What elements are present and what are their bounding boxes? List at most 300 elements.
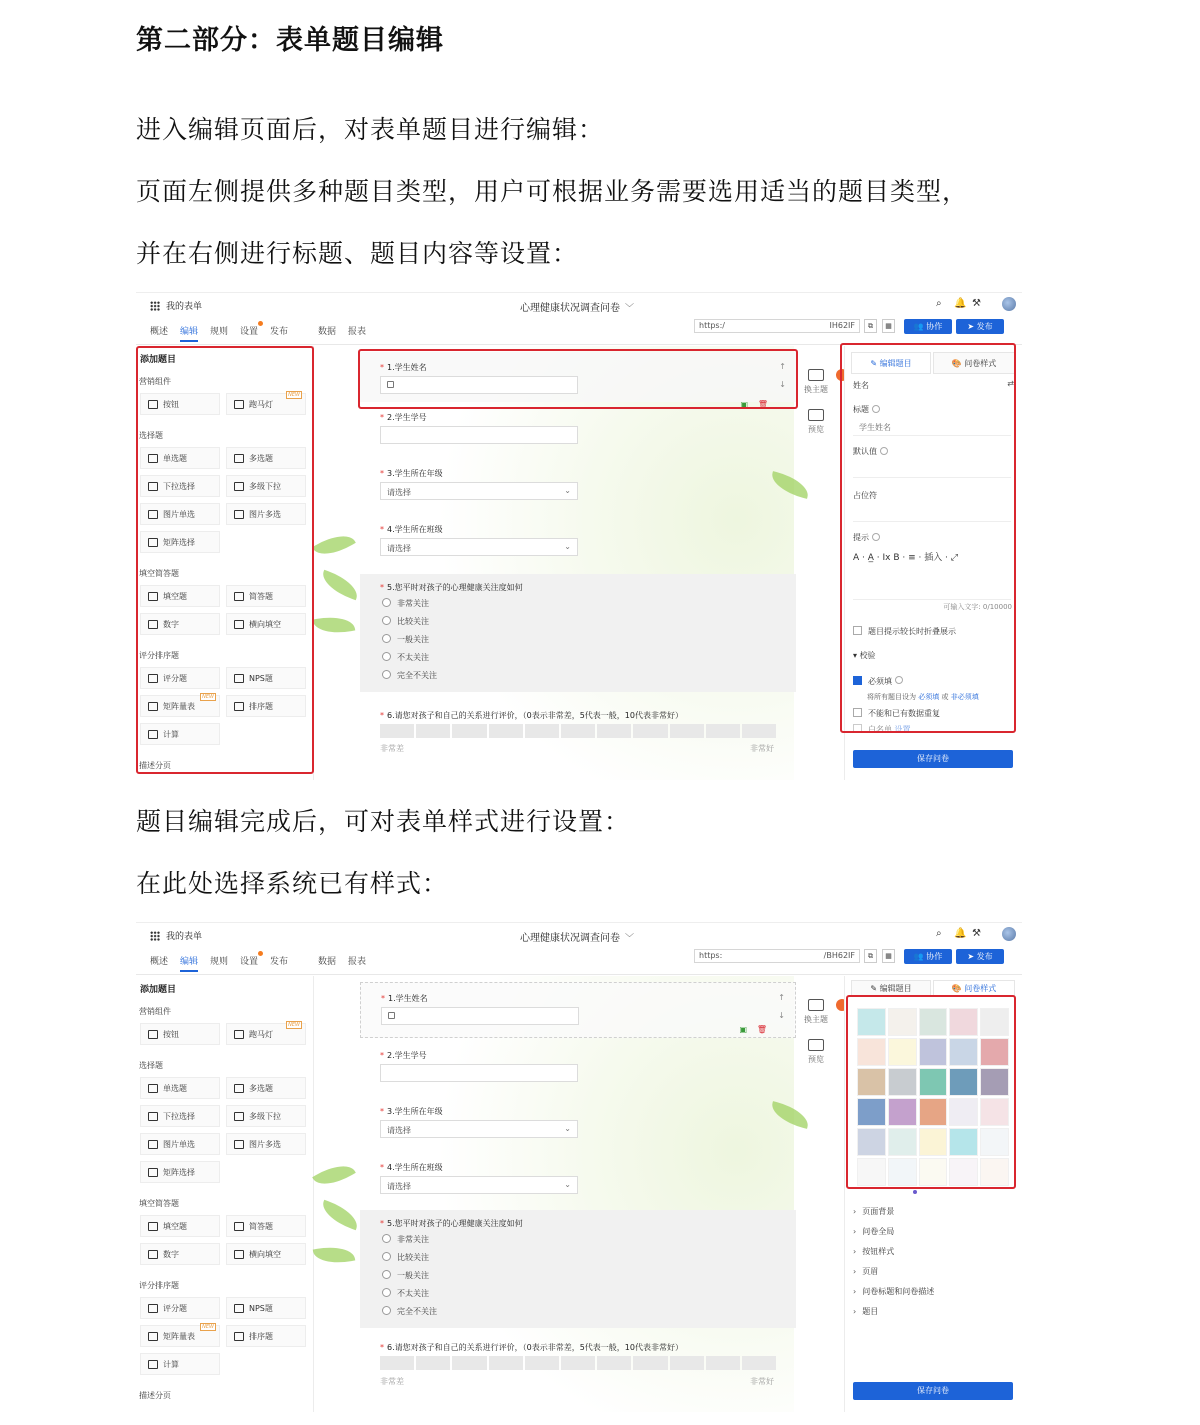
qtype-fill-blank[interactable] xyxy=(140,1215,220,1237)
calculator-icon xyxy=(148,730,158,739)
preview-tool[interactable] xyxy=(800,1039,832,1065)
theme-swatch[interactable] xyxy=(857,1128,886,1156)
url-tail: IH62IF xyxy=(829,321,855,330)
form-canvas xyxy=(314,976,794,1412)
leaf-decoration xyxy=(313,613,356,638)
question-label xyxy=(380,1162,443,1173)
qtype-label: 矩阵选择 xyxy=(163,1168,195,1177)
collapse-hint-checkbox[interactable] xyxy=(853,626,956,637)
theme-swatch[interactable] xyxy=(857,1158,886,1186)
theme-swatch[interactable] xyxy=(919,1008,948,1036)
user-icon xyxy=(387,381,394,388)
grade-select[interactable] xyxy=(380,482,578,500)
button-icon xyxy=(148,400,158,409)
qtype-rating[interactable] xyxy=(140,667,220,689)
qtype-marquee[interactable] xyxy=(226,393,306,415)
qtype-label: 矩阵选择 xyxy=(163,538,195,547)
question-label xyxy=(381,993,428,1004)
question-attention[interactable] xyxy=(360,574,796,692)
radio-option[interactable] xyxy=(382,1234,429,1245)
tab-publish[interactable]: 发布 xyxy=(270,957,289,967)
qtype-cascade-dropdown[interactable] xyxy=(226,1105,306,1127)
select-placeholder: 请选择 xyxy=(387,1182,411,1191)
qtype-label: 排序题 xyxy=(249,702,273,711)
move-down-icon[interactable]: ↓ xyxy=(778,1011,785,1020)
theme-swatch[interactable] xyxy=(888,1008,917,1036)
option-label: 非常关注 xyxy=(397,599,429,608)
required-mark: * xyxy=(380,1343,384,1352)
qtype-matrix[interactable] xyxy=(140,531,220,553)
tools-icon[interactable]: ⚒ xyxy=(972,298,981,309)
theme-icon xyxy=(808,369,824,381)
required-mark: * xyxy=(380,1219,384,1228)
question-type-panel xyxy=(136,976,314,1412)
qtype-label: 图片多选 xyxy=(249,510,281,519)
option-label: 一般关注 xyxy=(397,635,429,644)
rating-scale[interactable] xyxy=(380,1356,776,1370)
copy-icon[interactable]: ⧉ xyxy=(864,949,877,963)
theme-swatch[interactable] xyxy=(949,1068,978,1096)
question-name[interactable] xyxy=(360,352,796,409)
theme-swatch[interactable] xyxy=(980,1128,1009,1156)
pager-dot[interactable] xyxy=(913,1190,917,1194)
radio-option[interactable] xyxy=(382,652,429,663)
name-input[interactable] xyxy=(381,1007,579,1025)
no-duplicate-checkbox[interactable] xyxy=(853,708,940,719)
section-global[interactable]: › 问卷全局 xyxy=(853,1226,894,1237)
validation-section[interactable]: ▾ 校验 xyxy=(853,651,876,660)
question-grade[interactable] xyxy=(360,1102,796,1148)
text-icon xyxy=(234,1250,244,1259)
theme-swatch[interactable] xyxy=(919,1068,948,1096)
preview-tool[interactable] xyxy=(800,409,832,435)
sort-icon xyxy=(234,1332,244,1341)
radio-icon xyxy=(382,616,391,625)
theme-swatch[interactable] xyxy=(919,1098,948,1126)
theme-swatch[interactable] xyxy=(949,1038,978,1066)
tab-rules[interactable]: 规则 xyxy=(210,957,229,967)
qtype-rating[interactable] xyxy=(140,1297,220,1319)
radio-icon xyxy=(382,1288,391,1297)
matrix-icon xyxy=(148,1332,158,1341)
search-icon[interactable]: ⌕ xyxy=(936,928,942,939)
question-label-text: 1.学生姓名 xyxy=(388,994,428,1003)
tab-reports[interactable]: 报表 xyxy=(348,327,367,337)
qtype-short-answer[interactable] xyxy=(226,585,306,607)
qtype-button[interactable] xyxy=(140,1023,220,1045)
qtype-nps[interactable] xyxy=(226,1297,306,1319)
radio-icon xyxy=(382,634,391,643)
help-icon[interactable] xyxy=(895,676,903,684)
qtype-label: 矩阵量表 xyxy=(163,702,195,711)
option-label: 完全不关注 xyxy=(397,671,437,680)
category-rating: 评分排序题 xyxy=(139,651,179,660)
collaborate-button[interactable]: 👥 协作 xyxy=(904,319,952,334)
qtype-label: 多级下拉 xyxy=(249,482,281,491)
search-icon[interactable]: ⌕ xyxy=(936,298,942,309)
qtype-matrix[interactable] xyxy=(140,1161,220,1183)
radio-icon xyxy=(382,1270,391,1279)
class-select[interactable] xyxy=(380,538,578,556)
leaf-decoration xyxy=(312,527,356,563)
radio-option[interactable] xyxy=(382,616,429,627)
question-class[interactable] xyxy=(360,520,796,566)
required-mark: * xyxy=(380,469,384,478)
tab-style-label: 问卷样式 xyxy=(964,984,997,993)
change-theme-tool[interactable] xyxy=(800,999,832,1025)
qrcode-icon[interactable]: ▦ xyxy=(882,319,895,333)
hint-label xyxy=(853,532,880,543)
leaf-decoration xyxy=(312,1157,356,1193)
editor-screenshot-1 xyxy=(136,292,1022,780)
select-placeholder: 请选择 xyxy=(387,544,411,553)
qtype-single-choice[interactable] xyxy=(140,1077,220,1099)
bell-icon[interactable]: 🔔 xyxy=(954,298,967,309)
help-icon[interactable] xyxy=(872,405,880,413)
qtype-label: 填空题 xyxy=(163,592,187,601)
theme-swatch[interactable] xyxy=(857,1008,886,1036)
bell-icon[interactable]: 🔔 xyxy=(954,928,967,939)
theme-swatch[interactable] xyxy=(949,1158,978,1186)
tab-data[interactable]: 数据 xyxy=(318,957,337,967)
placeholder-input[interactable] xyxy=(853,504,1011,522)
title-label-text: 标题 xyxy=(853,405,869,414)
collaborate-button[interactable]: 👥 协作 xyxy=(904,949,952,964)
publish-button[interactable]: ➤ 发布 xyxy=(956,319,1004,334)
qtype-image-multi[interactable] xyxy=(226,503,306,525)
tab-settings[interactable] xyxy=(240,954,258,967)
tab-rules[interactable]: 规则 xyxy=(210,327,229,337)
chevron-down-icon: ⌄ xyxy=(564,1124,571,1133)
question-grade[interactable] xyxy=(360,464,796,510)
change-theme-tool[interactable] xyxy=(800,369,832,395)
move-down-icon[interactable]: ↓ xyxy=(779,380,786,389)
question-label-text: 6.请您对孩子和自己的关系进行评价，（0表示非常差，5代表一般，10代表非常好） xyxy=(387,711,683,720)
qtype-matrix-scale[interactable] xyxy=(140,695,220,717)
set-all-optional-link[interactable]: 非必须填 xyxy=(950,693,979,701)
question-relationship-label xyxy=(380,710,683,721)
option-label: 完全不关注 xyxy=(397,1307,437,1316)
top-bar xyxy=(136,923,1022,975)
tab-publish[interactable]: 发布 xyxy=(270,327,289,337)
class-select[interactable] xyxy=(380,1176,578,1194)
theme-swatch[interactable] xyxy=(857,1068,886,1096)
question-attention[interactable] xyxy=(360,1210,796,1328)
question-label xyxy=(380,362,427,373)
theme-swatch[interactable] xyxy=(857,1098,886,1126)
qtype-calculate[interactable] xyxy=(140,723,220,745)
theme-swatch[interactable] xyxy=(919,1038,948,1066)
question-student-id[interactable] xyxy=(360,1046,796,1092)
question-label xyxy=(380,582,523,593)
app-name[interactable]: 我的表单 xyxy=(166,932,203,942)
preview-label: 预览 xyxy=(808,425,824,434)
collapse-hint-text: 题目提示较长时折叠展示 xyxy=(868,627,956,636)
qtype-single-choice[interactable] xyxy=(140,447,220,469)
title-input[interactable]: 学生姓名 xyxy=(853,418,1011,436)
question-relationship-label xyxy=(380,1342,683,1353)
required-mark: * xyxy=(380,711,384,720)
question-label-text: 2.学生学号 xyxy=(387,1051,427,1060)
tab-edit[interactable]: 编辑 xyxy=(180,954,198,967)
url-text: https: xyxy=(699,951,723,960)
tab-edit-question[interactable]: ✎ 编辑题目 xyxy=(851,352,931,374)
question-label xyxy=(380,524,443,535)
section-title-description[interactable]: › 问卷标题和问卷描述 xyxy=(853,1286,934,1297)
matrix-icon xyxy=(148,538,158,547)
star-icon xyxy=(148,1304,158,1313)
form-title[interactable] xyxy=(520,929,634,944)
collaborate-label: 协作 xyxy=(926,322,943,331)
radio-icon xyxy=(382,1252,391,1261)
qtype-label: 单选题 xyxy=(163,454,187,463)
student-id-input[interactable] xyxy=(380,426,578,444)
question-name[interactable] xyxy=(360,982,796,1038)
qtype-label: 图片多选 xyxy=(249,1140,281,1149)
tab-overview[interactable]: 概述 xyxy=(150,957,169,967)
tab-edit[interactable]: 编辑 xyxy=(180,324,198,337)
qtype-inline-fill[interactable] xyxy=(226,613,306,635)
publish-button[interactable]: ➤ 发布 xyxy=(956,949,1004,964)
question-label xyxy=(380,1218,523,1229)
tab-reports[interactable]: 报表 xyxy=(348,957,367,967)
theme-swatch[interactable] xyxy=(980,1068,1009,1096)
required-mark: * xyxy=(380,413,384,422)
qtype-inline-fill[interactable] xyxy=(226,1243,306,1265)
bulk-text: 将所有题目设为 xyxy=(867,693,916,701)
apps-grid-icon[interactable] xyxy=(150,301,160,311)
default-value-input[interactable] xyxy=(853,460,1011,478)
share-url-field[interactable] xyxy=(694,319,860,333)
qtype-nps[interactable] xyxy=(226,667,306,689)
duplicate-icon[interactable]: ▣ xyxy=(740,400,748,409)
required-checkbox[interactable] xyxy=(853,676,903,687)
radio-option[interactable] xyxy=(382,1252,429,1263)
qtype-dropdown[interactable] xyxy=(140,1105,220,1127)
qtype-multi-choice[interactable] xyxy=(226,447,306,469)
qtype-label: 排序题 xyxy=(249,1332,273,1341)
qtype-number[interactable] xyxy=(140,1243,220,1265)
qtype-calculate[interactable] xyxy=(140,1353,220,1375)
whitelist-settings-link[interactable]: 设置 xyxy=(894,725,911,734)
theme-swatch[interactable] xyxy=(949,1008,978,1036)
qtype-button[interactable] xyxy=(140,393,220,415)
theme-swatch[interactable] xyxy=(919,1128,948,1156)
radio-option[interactable] xyxy=(382,1270,429,1281)
qtype-label: 多选题 xyxy=(249,1084,273,1093)
radio-option[interactable] xyxy=(382,1288,429,1299)
rating-scale[interactable] xyxy=(380,724,776,738)
marquee-icon xyxy=(234,400,244,409)
set-all-required-link[interactable]: 必须填 xyxy=(918,693,940,701)
qtype-label: 按钮 xyxy=(163,1030,179,1039)
field-type-label: 姓名 xyxy=(853,381,869,390)
theme-swatch[interactable] xyxy=(980,1038,1009,1066)
form-title[interactable] xyxy=(520,299,634,314)
qtype-image-multi[interactable] xyxy=(226,1133,306,1155)
hint-editor[interactable] xyxy=(853,566,1011,600)
tab-overview[interactable]: 概述 xyxy=(150,327,169,337)
question-label-text: 6.请您对孩子和自己的关系进行评价，（0表示非常差，5代表一般，10代表非常好） xyxy=(387,1343,683,1352)
qtype-multi-choice[interactable] xyxy=(226,1077,306,1099)
question-class[interactable] xyxy=(360,1158,796,1204)
help-icon[interactable] xyxy=(872,533,880,541)
radio-option[interactable] xyxy=(382,598,429,609)
select-placeholder: 请选择 xyxy=(387,488,411,497)
apps-grid-icon[interactable] xyxy=(150,931,160,941)
qtype-dropdown[interactable] xyxy=(140,475,220,497)
tab-data[interactable]: 数据 xyxy=(318,327,337,337)
share-url-field[interactable] xyxy=(694,949,860,963)
dropdown-icon xyxy=(148,482,158,491)
copy-icon[interactable]: ⧉ xyxy=(864,319,877,333)
question-label xyxy=(380,468,443,479)
collaborate-label: 协作 xyxy=(926,952,943,961)
theme-swatch[interactable] xyxy=(888,1098,917,1126)
theme-swatch[interactable] xyxy=(888,1158,917,1186)
qtype-label: 数字 xyxy=(163,620,179,629)
student-id-input[interactable] xyxy=(380,1064,578,1082)
qtype-fill-blank[interactable] xyxy=(140,585,220,607)
question-label-text: 5.您平时对孩子的心理健康关注度如何 xyxy=(387,1219,523,1228)
chevron-down-icon[interactable]: ﹀ xyxy=(625,304,635,314)
theme-swatch[interactable] xyxy=(919,1158,948,1186)
image-icon xyxy=(148,510,158,519)
or-text: 或 xyxy=(941,693,949,701)
matrix-icon xyxy=(148,1168,158,1177)
tab-form-style[interactable]: 🎨 问卷样式 xyxy=(933,980,1015,996)
section-question[interactable]: › 题目 xyxy=(853,1306,878,1317)
save-form-button[interactable]: 保存问卷 xyxy=(853,750,1013,768)
qrcode-icon[interactable]: ▦ xyxy=(882,949,895,963)
style-intro-paragraph: 题目编辑完成后，可对表单样式进行设置： xyxy=(136,807,631,836)
category-fill: 填空简答题 xyxy=(139,569,179,578)
qtype-ranking[interactable] xyxy=(226,695,306,717)
nps-icon xyxy=(234,1304,244,1313)
qtype-marquee[interactable] xyxy=(226,1023,306,1045)
sort-icon xyxy=(234,702,244,711)
move-up-icon[interactable]: ↑ xyxy=(778,993,785,1002)
no-duplicate-text: 不能和已有数据重复 xyxy=(868,709,940,718)
option-label: 不太关注 xyxy=(397,653,429,662)
question-label-text: 4.学生所在班级 xyxy=(387,525,443,534)
section-heading: 第二部分：表单题目编辑 xyxy=(136,25,444,56)
theme-swatch[interactable] xyxy=(888,1038,917,1066)
qtype-matrix-scale[interactable] xyxy=(140,1325,220,1347)
save-form-button[interactable]: 保存问卷 xyxy=(853,1382,1013,1400)
tools-icon[interactable]: ⚒ xyxy=(972,928,981,939)
checkbox-icon xyxy=(234,454,244,463)
checkbox-icon xyxy=(853,626,862,635)
name-input[interactable] xyxy=(380,376,578,394)
qtype-label: 按钮 xyxy=(163,400,179,409)
qtype-image-single[interactable] xyxy=(140,1133,220,1155)
qtype-label: NPS题 xyxy=(249,1304,273,1313)
whitelist-checkbox[interactable] xyxy=(853,724,911,735)
qtype-label: 下拉选择 xyxy=(163,482,195,491)
question-label xyxy=(380,1050,427,1061)
section-button-style[interactable]: › 按钮样式 xyxy=(853,1246,894,1257)
section-header[interactable]: › 页眉 xyxy=(853,1266,878,1277)
marquee-icon xyxy=(234,1030,244,1039)
chevron-down-icon: ⌄ xyxy=(564,1180,571,1189)
tab-settings-label: 设置 xyxy=(240,957,259,967)
avatar[interactable] xyxy=(1002,297,1016,311)
radio-option[interactable] xyxy=(382,634,429,645)
tab-settings[interactable] xyxy=(240,324,258,337)
delete-icon[interactable]: 🗑 xyxy=(757,400,768,409)
qtype-image-single[interactable] xyxy=(140,503,220,525)
button-icon xyxy=(148,1030,158,1039)
chevron-down-icon[interactable]: ﹀ xyxy=(625,934,635,944)
notification-dot xyxy=(258,951,263,956)
qtype-label: 简答题 xyxy=(249,592,273,601)
avatar[interactable] xyxy=(1002,927,1016,941)
theme-swatch[interactable] xyxy=(949,1098,978,1126)
theme-swatch[interactable] xyxy=(980,1098,1009,1126)
rich-text-toolbar[interactable]: A · A̲ · Ix B · ≡ · 插入 · ⤢ xyxy=(853,553,958,563)
app-name[interactable]: 我的表单 xyxy=(166,302,203,312)
top-bar xyxy=(136,293,1022,345)
new-badge: NEW xyxy=(288,1022,300,1028)
radio-option[interactable] xyxy=(382,1306,437,1317)
form-canvas xyxy=(314,346,794,780)
publish-label: 发布 xyxy=(976,952,993,961)
qtype-number[interactable] xyxy=(140,613,220,635)
move-up-icon[interactable]: ↑ xyxy=(779,362,786,371)
change-theme-label: 换主题 xyxy=(804,385,828,394)
question-student-id[interactable] xyxy=(360,408,796,454)
form-title-text: 心理健康状况调查问卷 xyxy=(520,303,620,314)
qtype-label: 评分题 xyxy=(163,674,187,683)
form-style-panel xyxy=(844,976,1022,1412)
theme-swatch[interactable] xyxy=(888,1068,917,1096)
qtype-ranking[interactable] xyxy=(226,1325,306,1347)
tab-edit-label: 编辑题目 xyxy=(879,984,912,993)
cascade-icon xyxy=(234,1112,244,1121)
tab-edit-question[interactable]: ✎ 编辑题目 xyxy=(851,980,931,996)
scale-low-label: 非常差 xyxy=(380,1377,404,1386)
qtype-label: 计算 xyxy=(163,730,179,739)
checkbox-icon xyxy=(853,724,862,733)
theme-swatch[interactable] xyxy=(888,1128,917,1156)
theme-swatch[interactable] xyxy=(980,1008,1009,1036)
whitelist-text: 白名单 xyxy=(868,725,892,734)
help-icon[interactable] xyxy=(880,447,888,455)
theme-swatch[interactable] xyxy=(949,1128,978,1156)
user-icon xyxy=(388,1012,395,1019)
delete-icon[interactable]: 🗑 xyxy=(756,1025,767,1034)
swap-icon[interactable]: ⇄ xyxy=(1007,379,1014,388)
qtype-label: 矩阵量表 xyxy=(163,1332,195,1341)
question-label-text: 3.学生所在年级 xyxy=(387,469,443,478)
section-page-background[interactable]: › 页面背景 xyxy=(853,1206,894,1217)
qtype-short-answer[interactable] xyxy=(226,1215,306,1237)
radio-option[interactable] xyxy=(382,670,437,681)
theme-swatch[interactable] xyxy=(857,1038,886,1066)
grade-select[interactable] xyxy=(380,1120,578,1138)
category-marketing: 营销组件 xyxy=(139,377,171,386)
select-placeholder: 请选择 xyxy=(387,1126,411,1135)
qtype-cascade-dropdown[interactable] xyxy=(226,475,306,497)
question-label-text: 1.学生姓名 xyxy=(387,363,427,372)
radio-icon xyxy=(382,1234,391,1243)
option-label: 非常关注 xyxy=(397,1235,429,1244)
theme-swatch[interactable] xyxy=(980,1158,1009,1186)
duplicate-icon[interactable]: ▣ xyxy=(739,1025,747,1034)
tab-form-style[interactable]: 🎨 问卷样式 xyxy=(933,352,1015,374)
tab-settings-label: 设置 xyxy=(240,327,259,337)
